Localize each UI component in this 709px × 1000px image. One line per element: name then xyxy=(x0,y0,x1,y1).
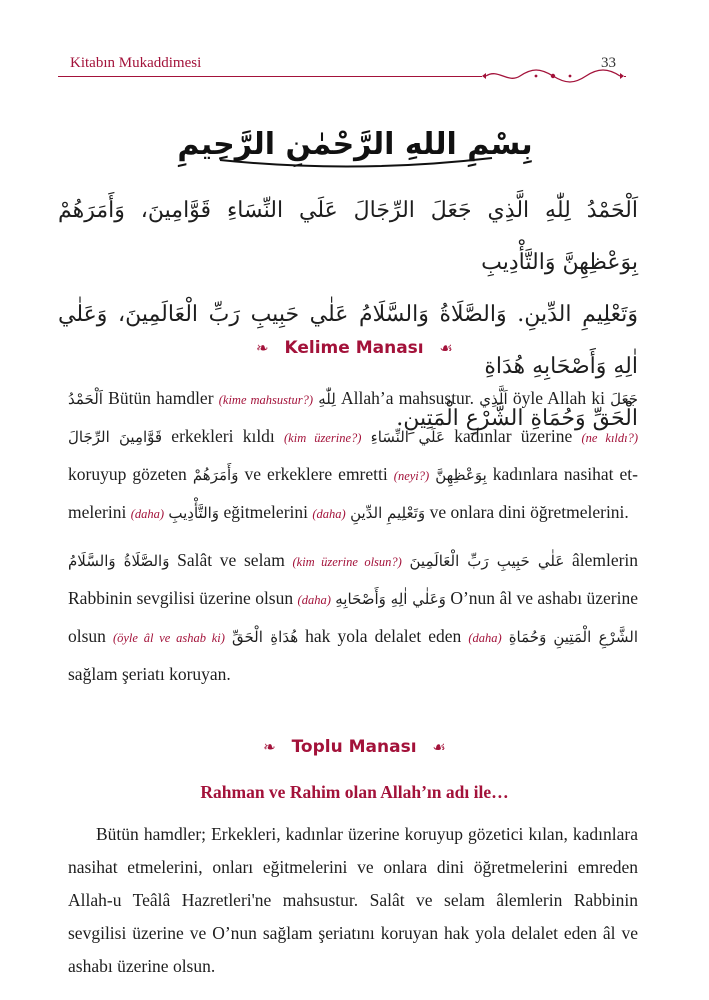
ornament-right-icon: ☙ xyxy=(432,738,446,756)
arabic-term: اَلْحَمْدُ xyxy=(68,390,103,408)
gloss-question: (kim üzerine?) xyxy=(284,431,362,445)
arabic-line: الْحَقِّ وَحُمَاةِ الشَّرْعِ الْمَتِينِ. xyxy=(396,406,638,431)
gloss-question: (ne kıldı?) xyxy=(581,431,639,445)
word-meaning-paragraph xyxy=(68,542,638,692)
gloss-text: eğitmelerini xyxy=(219,502,313,522)
header-ornament xyxy=(478,66,628,86)
basmala-calligraphy xyxy=(177,108,533,180)
gloss-text xyxy=(402,550,410,570)
arabic-term: وَأَمَرَهُمْ xyxy=(192,466,239,484)
ornament-left-icon: ❧ xyxy=(255,339,269,357)
arabic-term: جَعَلَ الرِّجَالَ xyxy=(68,390,639,446)
gloss-question: (daha) xyxy=(297,593,331,607)
gloss-question: (kime mahsustur?) xyxy=(218,393,313,407)
arabic-term: الشَّرْعِ الْمَتِينِ xyxy=(553,628,639,646)
page-header xyxy=(58,52,628,92)
arabic-term: بِوَعْظِهِنَّ xyxy=(435,466,487,484)
gloss-text xyxy=(225,626,232,646)
arabic-term: وَالتَّأْدِيبِ xyxy=(168,504,220,522)
gloss-text: kadınlar üzerine xyxy=(444,426,582,446)
gloss-text: O’nun âl ve ashabı üzerine olsun xyxy=(68,588,638,646)
arabic-term: وَحُمَاةِ xyxy=(508,628,547,646)
gloss-text: kadınlara nasihat etmelerini xyxy=(68,464,638,522)
arabic-term: وَعَلٰي اٰلِهِ وَأَصْحَابِهِ xyxy=(335,590,446,608)
gloss-question: (daha) xyxy=(130,507,165,521)
gloss-question: (neyi?) xyxy=(393,469,430,483)
gloss-text: âlemlerin Rabbinin sevgilisi üzerine olsun xyxy=(68,550,639,608)
gloss-text: erkekleri kıldı xyxy=(162,426,285,446)
gloss-text: ve erkeklere emretti xyxy=(238,464,394,484)
section-heading-label: Toplu Manası xyxy=(291,737,417,757)
gloss-question: (öyle âl ve ashab ki) xyxy=(112,631,225,645)
arabic-term: وَتَعْلِيمِ الدِّينِ xyxy=(350,504,426,522)
gloss-text: ve onlara dini öğretmelerini. xyxy=(425,502,629,522)
arabic-term: اَلَّذِي xyxy=(479,390,508,408)
arabic-term: عَلٰي حَبِيبِ رَبِّ الْعَالَمِينَ xyxy=(409,552,565,570)
section-heading-kelime xyxy=(0,338,709,358)
arabic-term: لِلّٰهِ xyxy=(318,390,336,408)
running-title: Kitabın Mukaddimesi xyxy=(70,55,202,71)
arabic-term: عَلَي النِّسَاءِ xyxy=(370,428,445,446)
section-heading-label: Kelime Manası xyxy=(284,338,424,358)
gloss-question: (daha) xyxy=(312,507,346,521)
summary-subheading: Rahman ve Rahim olan Allah’ın adı ile… xyxy=(200,782,509,802)
arabic-line: اَلْحَمْدُ لِلّٰهِ الَّذِي جَعَلَ الرِّجَالَ عَلَي النِّسَاءِ قَوَّامِينَ، وَأَمَرَهُمْ بِوَعْظِهِنَّ وَالتَّأْدِيبِ xyxy=(58,198,638,275)
arabic-term: هُدَاةِ الْحَقِّ xyxy=(231,628,299,646)
gloss-text: Salât ve selam xyxy=(169,550,293,570)
summary-paragraph: Bütün hamdler; Erkekleri, kadınlar üzerine koruyup gözetici kılan, kadınlara nasihat etmelerini, onları eğitmelerini ve onlara dini öğretmelerini emreden Allah-u Teâlâ Hazretleri'ne mahsustur. Salât ve selam âlemlerin Rabbinin sevgilisi üzerine ve O’nun sağlam şeriatını koruyan hak yola delalet eden âl ve ashabı üzerine olsun. xyxy=(68,824,638,976)
ornament-left-icon: ❧ xyxy=(263,738,276,756)
gloss-text: öyle Allah ki xyxy=(507,388,611,408)
arabic-line: وَتَعْلِيمِ الدِّينِ. وَالصَّلَاةُ وَالسَّلَامُ عَلٰي حَبِيبِ رَبِّ الْعَالَمِينَ، وَعَلٰي اٰلِهِ وَأَصْحَابِهِ هُدَاةِ xyxy=(58,302,638,379)
section-heading-toplu xyxy=(0,737,709,757)
gloss-text: Allah’a mahsustur. xyxy=(335,388,480,408)
gloss-text: hak yola delalet eden xyxy=(298,626,469,646)
gloss-text xyxy=(361,426,370,446)
gloss-text: sağlam şeriatı koruyan. xyxy=(68,664,231,684)
ornament-right-icon: ☙ xyxy=(439,339,453,357)
gloss-text: koruyup gözeten xyxy=(68,464,193,484)
arabic-term: وَالصَّلَاةُ وَالسَّلَامُ xyxy=(68,552,170,570)
word-meaning-text xyxy=(68,380,638,692)
basmala-text: بِسْمِ اللهِ الرَّحْمٰنِ الرَّحِيمِ xyxy=(177,127,533,162)
page-number: 33 xyxy=(601,55,616,71)
gloss-question: (daha) xyxy=(468,631,502,645)
gloss-text: Bütün hamdler xyxy=(102,388,219,408)
arabic-term: قَوَّامِينَ xyxy=(119,428,163,446)
gloss-text xyxy=(502,626,509,646)
gloss-question: (kim üzerine olsun?) xyxy=(292,555,402,569)
gloss-text xyxy=(110,426,119,446)
word-meaning-paragraph xyxy=(68,380,638,532)
